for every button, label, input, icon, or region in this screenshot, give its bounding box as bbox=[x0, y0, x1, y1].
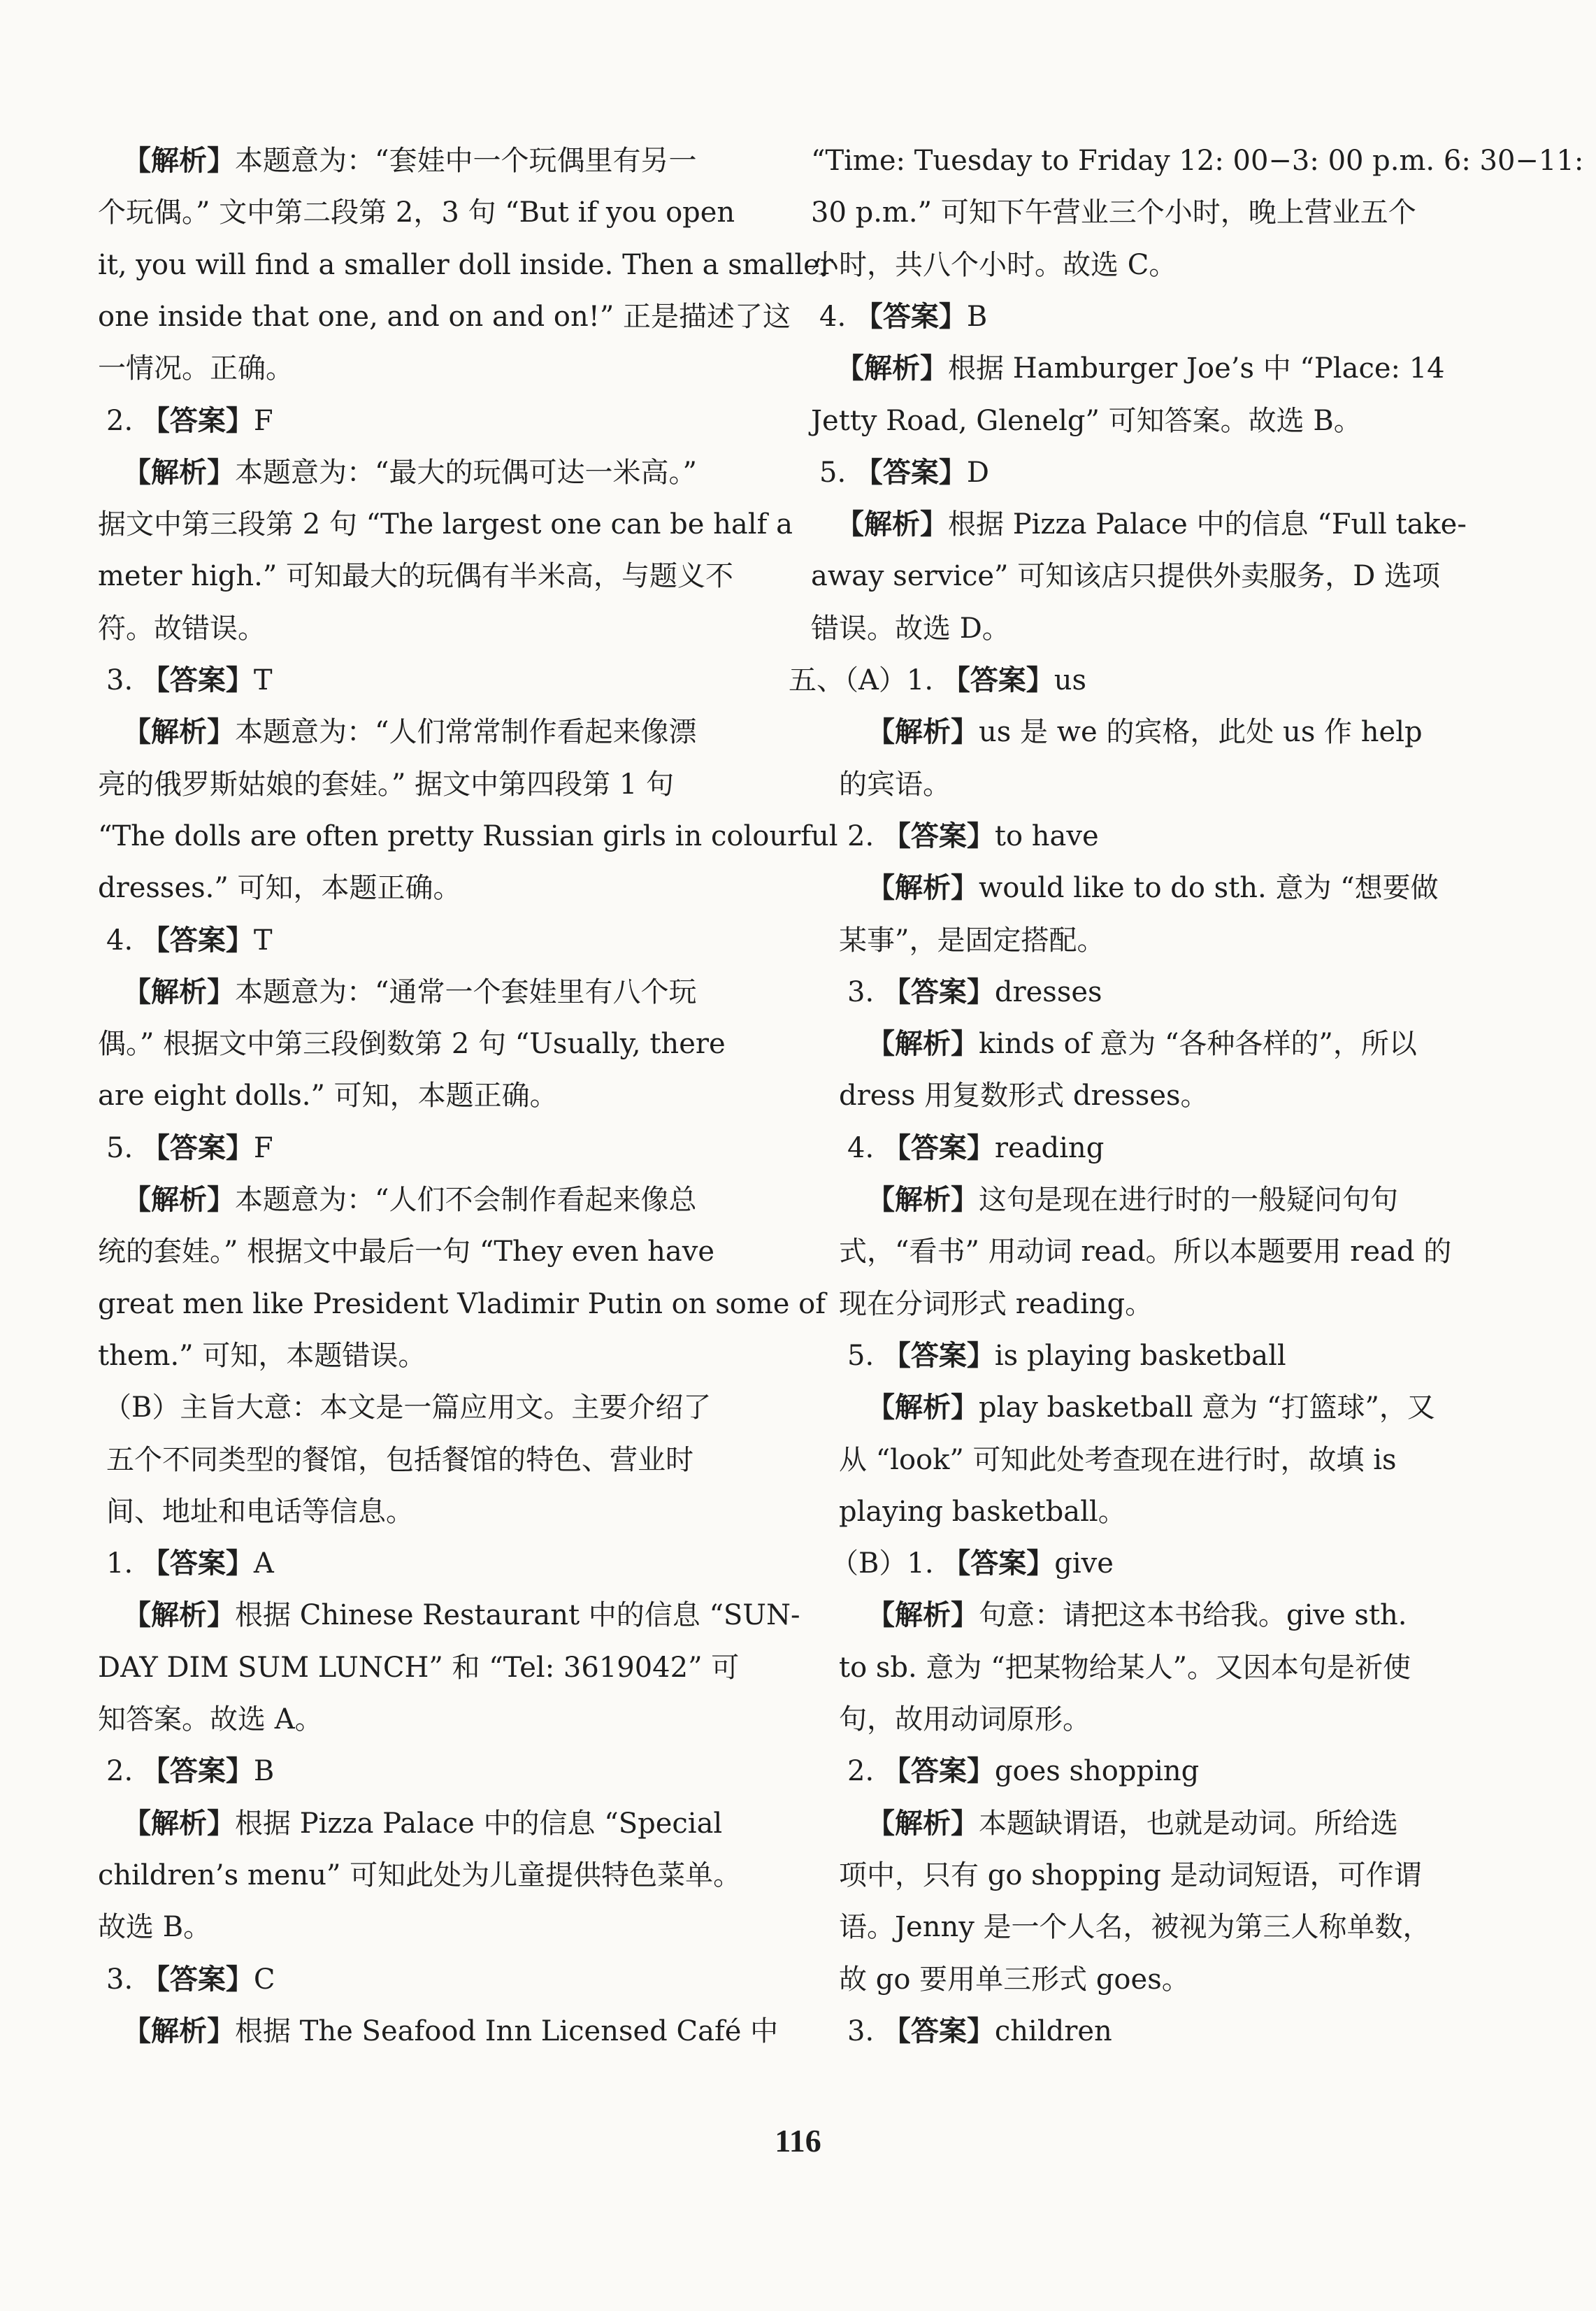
text-segment: T bbox=[253, 924, 273, 957]
text-segment: 5. bbox=[819, 456, 855, 489]
text-line bbox=[98, 555, 733, 597]
text-segment: dresses.” 可知，本题正确。 bbox=[98, 872, 461, 905]
text-segment: children bbox=[994, 2015, 1112, 2047]
text-line bbox=[867, 1023, 1417, 1065]
text-segment: children’s menu” 可知此处为儿童提供特色菜单。 bbox=[98, 1859, 742, 1891]
text-line bbox=[839, 1283, 1153, 1325]
text-line bbox=[839, 1906, 1431, 1948]
text-segment: “The dolls are often pretty Russian girls in colourful bbox=[98, 820, 838, 852]
bracket-label: 【解析】 bbox=[867, 1391, 979, 1424]
text-segment: them.” 可知，本题错误。 bbox=[98, 1339, 426, 1372]
bracket-label: 【解析】 bbox=[123, 144, 235, 177]
text-line bbox=[106, 400, 273, 442]
text-line bbox=[106, 1750, 274, 1792]
text-segment: Jetty Road, Glenelg” 可知答案。故选 B。 bbox=[811, 404, 1362, 437]
text-segment: away service” 可知该店只提供外卖服务，D 选项 bbox=[811, 560, 1440, 593]
text-line bbox=[106, 1959, 275, 2001]
text-segment: play basketball 意为 “打篮球”，又 bbox=[979, 1391, 1435, 1424]
text-segment: 亮的俄罗斯姑娘的套娃。” 据文中第四段第 1 句 bbox=[98, 768, 675, 801]
text-line bbox=[839, 1854, 1422, 1896]
text-line bbox=[847, 2010, 1112, 2052]
text-segment: 从 “look” 可知此处考查现在进行时，故填 is bbox=[839, 1443, 1397, 1476]
text-segment: D bbox=[966, 456, 989, 489]
text-segment: 本题意为：“套娃中一个玩偶里有另一 bbox=[235, 145, 697, 177]
text-line bbox=[867, 1387, 1435, 1429]
page-number: 116 bbox=[775, 2123, 821, 2159]
bracket-label: 【答案】 bbox=[882, 819, 995, 852]
text-segment: 1. bbox=[106, 1547, 142, 1580]
text-segment: 间、地址和电话等信息。 bbox=[106, 1495, 414, 1528]
text-line bbox=[103, 1387, 711, 1429]
text-segment: 2. bbox=[106, 1755, 142, 1788]
text-line bbox=[839, 1647, 1411, 1689]
text-segment: DAY DIM SUM LUNCH” 和 “Tel: 3619042” 可 bbox=[98, 1651, 740, 1684]
text-line bbox=[867, 1594, 1407, 1636]
text-segment: 根据 The Seafood Inn Licensed Café 中 bbox=[235, 2015, 779, 2047]
text-line bbox=[847, 971, 1102, 1013]
text-segment: 项中，只有 go shopping 是动词短语，可作谓 bbox=[839, 1859, 1422, 1891]
text-segment: would like to do sth. 意为 “想要做 bbox=[979, 872, 1439, 905]
text-line bbox=[839, 1075, 1209, 1117]
text-segment: 本题意为：“最大的玩偶可达一米高。” bbox=[235, 456, 697, 489]
text-segment: F bbox=[253, 404, 273, 437]
text-segment: 根据 Hamburger Joe’s 中 “Place: 14 bbox=[948, 352, 1445, 385]
text-line bbox=[839, 1698, 1091, 1740]
text-line bbox=[839, 920, 1105, 961]
text-line bbox=[847, 1750, 1199, 1792]
text-line bbox=[839, 1439, 1397, 1481]
text-segment: 符。故错误。 bbox=[98, 612, 266, 645]
text-line bbox=[98, 1335, 426, 1377]
text-segment: 30 p.m.” 可知下午营业三个小时，晚上营业五个 bbox=[811, 196, 1416, 229]
text-line bbox=[98, 192, 735, 234]
text-segment: 的宾语。 bbox=[839, 768, 951, 801]
bracket-label: 【答案】 bbox=[882, 1338, 995, 1372]
text-segment: dresses bbox=[994, 975, 1102, 1008]
text-line bbox=[98, 1906, 211, 1948]
text-segment: 错误。故选 D。 bbox=[811, 612, 1010, 645]
text-line bbox=[98, 244, 833, 286]
text-line bbox=[836, 503, 1467, 545]
text-line bbox=[819, 296, 987, 338]
text-segment: great men like President Vladimir Putin on some of bbox=[98, 1287, 826, 1320]
text-segment: A bbox=[253, 1547, 274, 1580]
text-segment: to have bbox=[994, 820, 1099, 852]
text-segment: 根据 Pizza Palace 中的信息 “Full take- bbox=[948, 508, 1467, 541]
text-line bbox=[98, 1283, 826, 1325]
bracket-label: 【答案】 bbox=[882, 2014, 995, 2047]
text-segment: it, you will find a smaller doll inside. Then a smaller bbox=[98, 248, 833, 281]
bracket-label: 【答案】 bbox=[942, 1547, 1055, 1580]
text-segment: （B）主旨大意：本文是一篇应用文。主要介绍了 bbox=[103, 1391, 712, 1424]
text-line bbox=[106, 920, 273, 961]
bracket-label: 【解析】 bbox=[867, 1027, 979, 1061]
text-segment: us bbox=[1054, 664, 1087, 696]
text-line bbox=[847, 1127, 1104, 1169]
text-line bbox=[106, 1127, 273, 1169]
bracket-label: 【解析】 bbox=[123, 455, 235, 489]
text-segment: goes shopping bbox=[994, 1755, 1200, 1788]
text-segment: C bbox=[253, 1963, 275, 1996]
bracket-label: 【答案】 bbox=[882, 1754, 995, 1788]
text-segment: 4. bbox=[106, 924, 142, 957]
text-line bbox=[839, 1959, 1190, 2001]
text-line bbox=[98, 867, 461, 909]
text-segment: 知答案。故选 A。 bbox=[98, 1703, 323, 1736]
text-line bbox=[98, 608, 266, 650]
text-segment: 句意：请把这本书给我。give sth. bbox=[979, 1599, 1407, 1632]
text-line bbox=[106, 1491, 414, 1533]
text-segment: dress 用复数形式 dresses。 bbox=[839, 1080, 1209, 1112]
bracket-label: 【解析】 bbox=[867, 715, 979, 749]
text-segment: 根据 Pizza Palace 中的信息 “Special bbox=[235, 1807, 723, 1840]
text-segment: 4. bbox=[847, 1131, 883, 1164]
bracket-label: 【答案】 bbox=[141, 1962, 254, 1996]
bracket-label: 【解析】 bbox=[123, 1598, 235, 1632]
text-segment: 3. bbox=[106, 1963, 142, 1996]
bracket-label: 【解析】 bbox=[867, 1806, 979, 1840]
text-segment: 根据 Chinese Restaurant 中的信息 “SUN- bbox=[235, 1599, 800, 1632]
text-line bbox=[811, 608, 1010, 650]
text-line bbox=[106, 659, 273, 701]
text-line bbox=[98, 503, 793, 545]
text-segment: 一情况。正确。 bbox=[98, 352, 294, 385]
text-segment: 本题意为：“人们常常制作看起来像漂 bbox=[235, 716, 697, 749]
text-segment: “Time: Tuesday to Friday 12: 00−3: 00 p.m. 6: 30−11: bbox=[811, 145, 1584, 177]
text-line bbox=[819, 452, 989, 494]
text-segment: 五、（A）1. bbox=[789, 664, 942, 696]
text-segment: 故选 B。 bbox=[98, 1911, 212, 1944]
text-segment: 句，故用动词原形。 bbox=[839, 1703, 1091, 1736]
text-line bbox=[867, 867, 1439, 909]
bracket-label: 【解析】 bbox=[123, 2014, 235, 2047]
bracket-label: 【解析】 bbox=[836, 508, 948, 541]
text-segment: 5. bbox=[847, 1339, 883, 1372]
text-line bbox=[98, 815, 838, 857]
bracket-label: 【答案】 bbox=[141, 1131, 254, 1164]
text-segment: 某事”，是固定搭配。 bbox=[839, 924, 1105, 957]
text-segment: 这句是现在进行时的一般疑问句句 bbox=[979, 1184, 1398, 1216]
text-line bbox=[106, 1543, 274, 1584]
text-line bbox=[98, 1075, 558, 1117]
text-segment: one inside that one, and on and on!” 正是描述了这 bbox=[98, 300, 791, 333]
text-line bbox=[123, 1179, 696, 1221]
text-line bbox=[98, 296, 791, 338]
text-segment: B bbox=[966, 300, 988, 333]
text-line bbox=[123, 711, 696, 753]
text-line bbox=[98, 1854, 741, 1896]
text-line bbox=[123, 1803, 722, 1845]
text-segment: us 是 we 的宾格，此处 us 作 help bbox=[979, 716, 1423, 749]
text-segment: 5. bbox=[106, 1131, 142, 1164]
bracket-label: 【解析】 bbox=[836, 352, 948, 385]
bracket-label: 【答案】 bbox=[141, 923, 254, 957]
text-segment: kinds of 意为 “各种各样的”，所以 bbox=[979, 1028, 1417, 1061]
text-line bbox=[98, 1698, 323, 1740]
text-segment: 3. bbox=[847, 2015, 883, 2047]
text-segment: 小时，共八个小时。故选 C。 bbox=[811, 248, 1177, 281]
text-segment: is playing basketball bbox=[994, 1339, 1286, 1372]
bracket-label: 【答案】 bbox=[141, 403, 254, 437]
text-segment: meter high.” 可知最大的玩偶有半米高，与题义不 bbox=[98, 560, 733, 593]
text-line bbox=[839, 1231, 1451, 1273]
text-segment: 2. bbox=[847, 820, 883, 852]
text-segment: 3. bbox=[847, 975, 883, 1008]
text-line bbox=[867, 1803, 1398, 1845]
bracket-label: 【解析】 bbox=[123, 715, 235, 749]
bracket-label: 【解析】 bbox=[867, 1183, 979, 1216]
text-line bbox=[123, 1594, 800, 1636]
text-line bbox=[789, 659, 1086, 701]
bracket-label: 【答案】 bbox=[942, 664, 1054, 696]
text-segment: 故 go 要用单三形式 goes。 bbox=[839, 1963, 1190, 1996]
text-segment: 现在分词形式 reading。 bbox=[839, 1287, 1153, 1320]
text-segment: 五个不同类型的餐馆，包括餐馆的特色、营业时 bbox=[106, 1443, 693, 1476]
text-line bbox=[123, 140, 696, 182]
text-line bbox=[831, 1543, 1114, 1584]
text-segment: 个玩偶。” 文中第二段第 2，3 句 “But if you open bbox=[98, 196, 735, 229]
text-segment: 偶。” 根据文中第三段倒数第 2 句 “Usually, there bbox=[98, 1028, 726, 1061]
bracket-label: 【解析】 bbox=[123, 1806, 235, 1840]
text-line bbox=[811, 400, 1362, 442]
text-segment: 式，“看书” 用动词 read。所以本题要用 read 的 bbox=[839, 1236, 1452, 1268]
text-line bbox=[123, 452, 697, 494]
text-segment: are eight dolls.” 可知，本题正确。 bbox=[98, 1080, 558, 1112]
text-segment: 2. bbox=[106, 404, 142, 437]
text-line bbox=[123, 2010, 778, 2052]
text-line bbox=[98, 1647, 739, 1689]
bracket-label: 【解析】 bbox=[867, 1598, 979, 1632]
bracket-label: 【答案】 bbox=[882, 1131, 995, 1164]
bracket-label: 【答案】 bbox=[141, 1754, 254, 1788]
text-line bbox=[867, 711, 1423, 753]
bracket-label: 【答案】 bbox=[854, 455, 967, 489]
text-line bbox=[98, 1231, 714, 1273]
bracket-label: 【解析】 bbox=[123, 1183, 235, 1216]
bracket-label: 【答案】 bbox=[882, 975, 995, 1008]
text-line bbox=[98, 1023, 726, 1065]
bracket-label: 【答案】 bbox=[141, 664, 254, 696]
text-segment: 语。Jenny 是一个人名，被视为第三人称单数， bbox=[839, 1911, 1431, 1944]
text-segment: F bbox=[253, 1131, 273, 1164]
text-line bbox=[811, 555, 1440, 597]
text-line bbox=[98, 764, 674, 806]
text-segment: T bbox=[253, 664, 273, 696]
bracket-label: 【解析】 bbox=[867, 871, 979, 905]
text-segment: 本题意为：“人们不会制作看起来像总 bbox=[235, 1184, 697, 1216]
text-segment: give bbox=[1054, 1547, 1114, 1580]
text-segment: 2. bbox=[847, 1755, 883, 1788]
text-line bbox=[106, 1439, 693, 1481]
bracket-label: 【答案】 bbox=[141, 1547, 254, 1580]
text-line bbox=[847, 815, 1099, 857]
text-segment: 据文中第三段第 2 句 “The largest one can be half a bbox=[98, 508, 793, 541]
text-segment: 3. bbox=[106, 664, 142, 696]
text-segment: B bbox=[253, 1755, 275, 1788]
text-segment: 4. bbox=[819, 300, 855, 333]
text-line bbox=[811, 244, 1177, 286]
text-line bbox=[123, 971, 696, 1013]
text-segment: 本题意为：“通常一个套娃里有八个玩 bbox=[235, 975, 697, 1008]
text-line bbox=[867, 1179, 1398, 1221]
text-segment: 本题缺谓语，也就是动词。所给选 bbox=[979, 1807, 1398, 1840]
text-segment: to sb. 意为 “把某物给某人”。又因本句是祈使 bbox=[839, 1651, 1411, 1684]
text-line bbox=[811, 140, 1583, 182]
text-segment: playing basketball。 bbox=[839, 1495, 1126, 1528]
text-line bbox=[811, 192, 1416, 234]
text-segment: reading bbox=[994, 1131, 1105, 1164]
text-line bbox=[98, 348, 294, 389]
text-line bbox=[847, 1335, 1286, 1377]
bracket-label: 【解析】 bbox=[123, 975, 235, 1008]
text-segment: 统的套娃。” 根据文中最后一句 “They even have bbox=[98, 1236, 715, 1268]
text-line bbox=[839, 764, 951, 806]
text-line bbox=[839, 1491, 1126, 1533]
bracket-label: 【答案】 bbox=[854, 299, 967, 333]
text-line bbox=[836, 348, 1445, 389]
text-segment: （B）1. bbox=[831, 1547, 943, 1580]
